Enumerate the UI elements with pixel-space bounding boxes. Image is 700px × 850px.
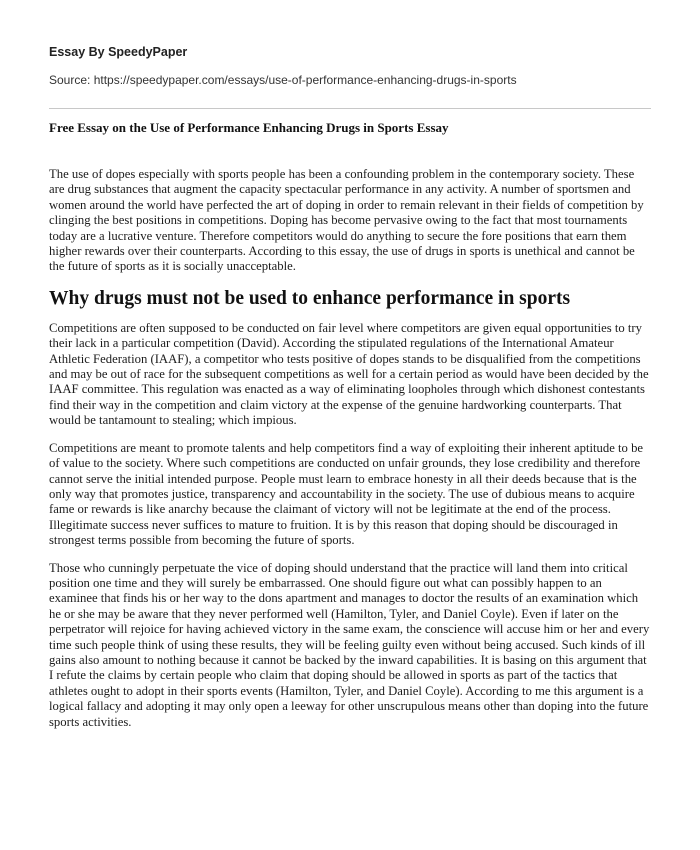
brand-title: Essay By SpeedyPaper [49, 45, 188, 59]
source-line: Source: https://speedypaper.com/essays/use-of-performance-enhancing-drugs-in-sports [49, 73, 517, 87]
body-paragraph: Competitions are often supposed to be conducted on fair level where competitors are given equal opportunities to try their lack in a particular competition (David). According the stipulated regulations of the International Amateur Athletic Federation (IAAF), a competitor who tests positive of dopes stands to be disqualified from the competitions and may be out of race for the subsequent competitions as well for a certain period as would have been decided by the IAAF committee. This regulation was enacted as a way of eliminating loopholes through which dishonest contestants find their way in the competition and claim victory at the expense of the genuine hardworking counterparts. That would be tantamount to stealing; which impious. [49, 320, 649, 428]
header-divider [49, 108, 651, 109]
intro-paragraph: The use of dopes especially with sports people has been a confounding problem in the contemporary society. These are drug substances that augment the capacity spectacular performance in any activity. A number of sportsmen and women around the world have perfected the art of doping in order to remain relevant in their fields of competition by clinging the best positions in competitions. Doping has become pervasive owing to the fact that most tournaments today are a lucrative venture. Therefore competitors would do anything to secure the fore positions that earn them higher rewards over their counterparts. According to this essay, the use of drugs in sports is unethical and cannot be the future of sports as it is socially unacceptable. [49, 167, 644, 274]
essay-body [49, 167, 651, 742]
body-paragraph: Those who cunningly perpetuate the vice of doping should understand that the practice will land them into critical position one time and they will surely be embarrassed. One should figure out what can possibly happen to an examinee that finds his or her way to the dons apartment and manages to doctor the results of an examination which he or she may be aware that they never performed well (Hamilton, Tyler, and Daniel Coyle). Even if later on the perpetrator will rejoice for having achieved victory in the same exam, the conscience will accuse him or her and every time such people think of using these results, they will be feeling guilty even without being accused. Such kinds of ill gains also amount to nothing because it cannot be backed by the inward capabilities. It is basing on this argument that I refute the claims by certain people who claim that doping should be allowed in sports as part of the tactics that athletes ought to adopt in their sports events (Hamilton, Tyler, and Daniel Coyle). According to me this argument is a logical fallacy and adopting it may only open a leeway for other unscrupulous means other than doping into the future sports activities. [49, 560, 650, 729]
document-title: Free Essay on the Use of Performance Enhancing Drugs in Sports Essay [49, 120, 449, 135]
body-paragraph: Competitions are meant to promote talents and help competitors find a way of exploiting their inherent aptitude to be of value to the society. Where such competitions are conducted on unfair grounds, they lose credibility and therefore cannot serve the initial intended purpose. People must learn to embrace honesty in all their deeds because that is the only way that promotes justice, transparency and accountability in the society. The use of dubious means to acquire fame or rewards is like anarchy because the claimant of victory will not be legitimate at the end of the process. Illegitimate success never suffices to mature to fruition. It is by this reason that doping should be discouraged in strongest terms possible from becoming the future of sports. [49, 440, 644, 548]
section-heading: Why drugs must not be used to enhance performance in sports [49, 287, 571, 309]
